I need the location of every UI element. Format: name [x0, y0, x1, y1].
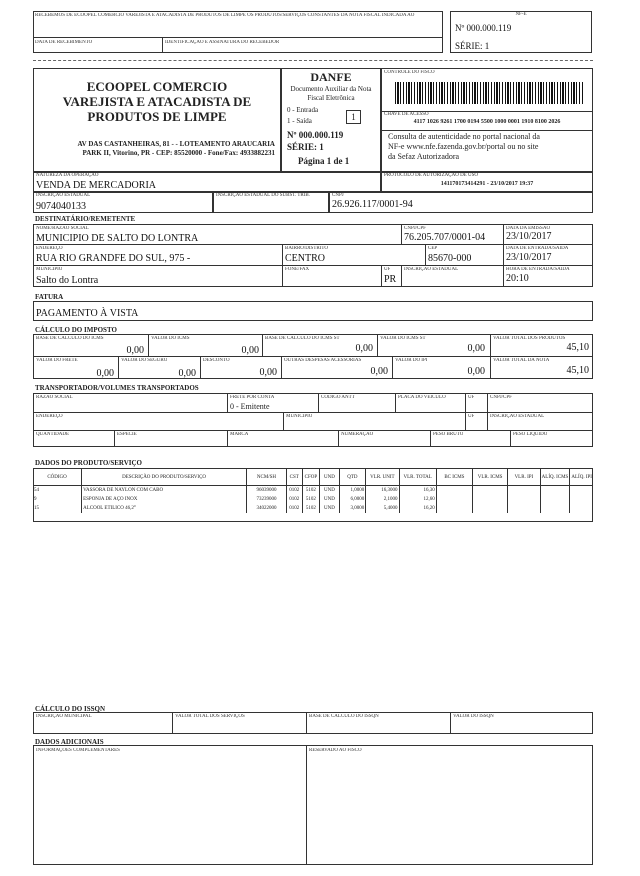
- column-header: BC ICMS: [436, 469, 472, 486]
- recipient-name: MUNICIPIO DE SALTO DO LONTRA: [36, 233, 199, 244]
- table-cell: 1,0000: [339, 486, 366, 496]
- numbering-label: NUMERAÇÃO: [341, 432, 374, 437]
- net-weight-label: PESO LÍQUIDO: [513, 432, 548, 437]
- district-label: BAIRRO/DISTRITO: [285, 246, 328, 251]
- column-header: VLR. ICMS: [473, 469, 508, 486]
- note-total-label: VALOR TOTAL DA NOTA: [493, 358, 550, 363]
- ipi: 0,00: [467, 366, 485, 377]
- column-header: NCM/SH: [247, 469, 287, 486]
- products-header-row: [33, 469, 593, 486]
- danfe-page: Página 1 de 1: [298, 156, 350, 166]
- ie-label: INSCRIÇÃO ESTADUAL: [36, 193, 91, 198]
- table-cell: [540, 504, 570, 513]
- table-cell: 16,20: [399, 504, 436, 513]
- table-cell: 5102: [302, 495, 320, 504]
- carrier-address-label: ENDEREÇO: [36, 414, 63, 419]
- recipient-ie-label: INSCRIÇÃO ESTADUAL: [404, 267, 459, 272]
- barcode-image: [395, 82, 583, 104]
- column-header: VLR. TOTAL: [399, 469, 436, 486]
- transport-box: [33, 393, 593, 447]
- issuer-name: ECOOPEL COMERCIO VAREJISTA E ATACADISTA DE PRODUTOS DE LIMPE: [62, 79, 252, 124]
- danfe-title: DANFE: [310, 70, 352, 84]
- table-cell: [473, 495, 508, 504]
- freight-responsibility: 0 - Emitente: [230, 402, 270, 411]
- emission-date: 23/10/2017: [506, 231, 552, 242]
- time-label: HORA DE ENTRADA/SAÍDA: [506, 267, 570, 272]
- tax-section: CÁLCULO DO IMPOSTO: [35, 326, 117, 334]
- column-header: UND: [320, 469, 339, 486]
- base-icms: 0,00: [126, 345, 144, 356]
- table-cell: UND: [320, 495, 339, 504]
- nature-label: NATUREZA DA OPERAÇÃO: [36, 173, 99, 178]
- icms-st-label: VALOR DO ICMS ST: [380, 336, 426, 341]
- access-key: 4117 1026 9261 1700 0194 5500 1000 0001 1910 8100 2026: [413, 119, 561, 125]
- table-cell: [508, 504, 541, 513]
- base-icms-st-label: BASE DE CÁLCULO DO ICMS ST: [265, 336, 340, 341]
- receipt-text: RECEBEMOS DE ECOOPEL COMERCIO VAREJISTA E ATACADISTA DE PRODUTOS DE LIMPE OS PRODUTOS/SERVIÇOS CONSTANTES DA NOTA FISCAL INDICADA AO: [35, 13, 415, 18]
- other-expenses-label: OUTRAS DESPESAS ACESSÓRIAS: [284, 358, 362, 363]
- danfe-series: SÉRIE: 1: [287, 142, 324, 152]
- column-header: DESCRIÇÃO DO PRODUTO/SERVIÇO: [82, 469, 247, 486]
- column-header: CÓDIGO: [33, 469, 82, 486]
- additional-section: DADOS ADICIONAIS: [35, 738, 104, 746]
- plate-label: PLACA DO VEÍCULO: [398, 395, 446, 400]
- freight-responsibility-label: FRETE POR CONTA: [230, 395, 275, 400]
- carrier-name-label: RAZÃO SOCIAL: [36, 395, 73, 400]
- issqn-services-label: VALOR TOTAL DOS SERVIÇOS: [175, 714, 245, 719]
- issqn-municipal-label: INSCRIÇÃO MUNICIPAL: [36, 714, 92, 719]
- danfe-exit: 1 - Saída: [287, 117, 312, 125]
- receipt-date-label: DATA DE RECEBIMENTO: [35, 40, 93, 45]
- table-cell: UND: [320, 486, 339, 496]
- carrier-uf-label: UF: [468, 414, 475, 419]
- table-cell: [540, 486, 570, 496]
- species-label: ESPÉCIE: [117, 432, 137, 437]
- table-cell: 0102: [286, 486, 302, 496]
- danfe-entry: 0 - Entrada: [287, 106, 319, 114]
- table-cell: 5102: [302, 504, 320, 513]
- barcode-label: CONTROLE DO FISCO: [384, 70, 435, 75]
- receipt-signature-label: IDENTIFICAÇÃO E ASSINATURA DO RECEBEDOR: [165, 40, 280, 45]
- table-cell: 0102: [286, 495, 302, 504]
- table-cell: 96039000: [247, 486, 287, 496]
- transport-section: TRANSPORTADOR/VOLUMES TRANSPORTADOS: [35, 384, 199, 392]
- other-expenses: 0,00: [370, 366, 388, 377]
- transport-uf-label: UF: [468, 395, 475, 400]
- danfe-type: 1: [346, 110, 361, 124]
- column-header: CST: [286, 469, 302, 486]
- danfe-number: Nº 000.000.119: [287, 130, 344, 140]
- danfe-subtitle1: Documento Auxiliar da Nota: [290, 85, 372, 93]
- table-cell: [570, 486, 593, 496]
- table-cell: ALCOOL ETILICO 46,2°: [82, 504, 247, 513]
- table-cell: 16,3000: [366, 486, 399, 496]
- table-cell: [436, 495, 472, 504]
- freight: 0,00: [96, 368, 114, 379]
- table-row: [33, 504, 593, 513]
- time: 20:10: [506, 273, 529, 284]
- column-header: CFOP: [302, 469, 320, 486]
- products-total-label: VALOR TOTAL DOS PRODUTOS: [493, 336, 566, 341]
- table-cell: 9: [34, 497, 37, 502]
- city: Salto do Lontra: [36, 275, 99, 286]
- recipient-cnpj: 76.205.707/0001-04: [404, 232, 486, 243]
- products-total: 45,10: [566, 342, 589, 353]
- issqn-base-label: BASE DE CÁLCULO DO ISSQN: [309, 714, 379, 719]
- freight-label: VALOR DO FRETE: [36, 358, 78, 363]
- nature-value: VENDA DE MERCADORIA: [36, 180, 156, 191]
- discount: 0,00: [259, 367, 277, 378]
- receipt-nfe-label: NF-E: [515, 12, 527, 17]
- recipient-name-label: NOME/RAZÃO SOCIAL: [36, 226, 89, 231]
- table-cell: [508, 486, 541, 496]
- table-cell: 6,0000: [339, 495, 366, 504]
- entry-date: 23/10/2017: [506, 252, 552, 263]
- ipi-label: VALOR DO IPI: [395, 358, 428, 363]
- discount-label: DESCONTO: [203, 358, 230, 363]
- carrier-ie-label: INSCRIÇÃO ESTADUAL: [490, 414, 545, 419]
- access-key-label: CHAVE DE ACESSO: [384, 112, 429, 117]
- column-header: VLR. UNIT: [366, 469, 399, 486]
- products-table: [33, 468, 593, 513]
- recipient-address: RUA RIO GRANDFE DO SUL, 975 -: [36, 253, 191, 264]
- base-icms-label: BASE DE CÁLCULO DO ICMS: [36, 336, 104, 341]
- quantity-label: QUANTIDADE: [36, 432, 70, 437]
- table-cell: 2,1000: [366, 495, 399, 504]
- consult-text: Consulta de autenticidade no portal nacional da NF-e www.nfe.fazenda.gov.br/portal ou no site da Sefaz Autorizadora: [388, 132, 540, 161]
- table-row: [33, 495, 593, 504]
- column-header: QTD: [339, 469, 366, 486]
- icms-label: VALOR DO ICMS: [151, 336, 190, 341]
- danfe-subtitle2: Fiscal Eletrônica: [307, 94, 355, 102]
- table-cell: [508, 495, 541, 504]
- cep: 85670-000: [428, 253, 472, 264]
- table-cell: 5,4000: [366, 504, 399, 513]
- cnpj-label: CNPJ: [332, 193, 344, 198]
- table-cell: [570, 495, 593, 504]
- recipient-address-label: ENDEREÇO: [36, 246, 63, 251]
- city-label: MUNICÍPIO: [36, 267, 63, 272]
- recipient-cnpj-label: CNPJ/CPF: [404, 226, 426, 231]
- table-cell: 16,30: [399, 486, 436, 496]
- table-cell: 5102: [302, 486, 320, 496]
- table-cell: [570, 504, 593, 513]
- issuer-address: AV DAS CASTANHEIRAS, 81 - - LOTEAMENTO ARAUCARIA PARK II, Vitorino, PR - CEP: 85520000 - Fone/Fax: 4933882231: [77, 140, 275, 157]
- table-cell: [473, 504, 508, 513]
- cnpj-value: 26.926.117/0001-94: [332, 199, 413, 210]
- receipt-number: Nº 000.000.119: [455, 23, 512, 33]
- additional-box: [33, 745, 593, 865]
- insurance: 0,00: [178, 368, 196, 379]
- table-cell: ESPONJA DE AÇO INOX: [82, 495, 247, 504]
- invoice-text: PAGAMENTO À VISTA: [36, 308, 139, 319]
- carrier-city-label: MUNICÍPIO: [286, 414, 313, 419]
- invoice-section: FATURA: [35, 293, 64, 301]
- column-header: ALÍQ. ICMS: [540, 469, 570, 486]
- carrier-cnpj-label: CNPJ/CPF: [490, 395, 512, 400]
- cep-label: CEP: [428, 246, 438, 251]
- entry-date-label: DATA DE ENTRADA/SAÍDA: [506, 246, 569, 251]
- table-cell: 15: [34, 506, 39, 511]
- table-cell: 3,0000: [339, 504, 366, 513]
- table-cell: 34022000: [247, 504, 287, 513]
- table-cell: [436, 486, 472, 496]
- issqn-section: CÁLCULO DO ISSQN: [35, 705, 106, 713]
- table-cell: UND: [320, 504, 339, 513]
- ie-st-label: INSCRIÇÃO ESTADUAL DO SUBST. TRIB.: [216, 193, 310, 198]
- column-header: VLR. IPI: [508, 469, 541, 486]
- base-icms-st: 0,00: [355, 343, 373, 354]
- products-section: DADOS DO PRODUTO/SERVIÇO: [35, 459, 142, 467]
- recipient-section: DESTINATÁRIO/REMETENTE: [35, 215, 136, 223]
- table-cell: [540, 495, 570, 504]
- icms: 0,00: [241, 345, 259, 356]
- icms-st: 0,00: [467, 343, 485, 354]
- gross-weight-label: PESO BRUTO: [433, 432, 464, 437]
- table-cell: 54: [34, 488, 39, 493]
- district: CENTRO: [285, 253, 325, 264]
- protocol-label: PROTOCOLO DE AUTORIZAÇÃO DE USO: [384, 173, 478, 178]
- column-header: ALÍQ. IPI: [570, 469, 593, 486]
- emission-date-label: DATA DA EMISSÃO: [506, 226, 551, 231]
- uf: PR: [384, 274, 397, 285]
- table-cell: 0102: [286, 504, 302, 513]
- protocol-value: 141170173414291 - 23/10/2017 19:37: [440, 181, 534, 187]
- table-cell: 12,60: [399, 495, 436, 504]
- cut-line: [33, 60, 593, 61]
- table-row: [33, 486, 593, 496]
- insurance-label: VALOR DO SEGURO: [121, 358, 168, 363]
- ie-value: 9074040133: [36, 201, 86, 212]
- receipt-series: SÉRIE: 1: [455, 41, 490, 51]
- table-cell: [473, 486, 508, 496]
- phone-label: FONE/FAX: [285, 267, 310, 272]
- table-cell: [436, 504, 472, 513]
- complementary-info-label: INFORMAÇÕES COMPLEMENTARES: [36, 748, 120, 753]
- reserved-label: RESERVADO AO FISCO: [309, 748, 362, 753]
- antt-label: CÓDIGO ANTT: [321, 395, 355, 400]
- brand-label: MARCA: [230, 432, 249, 437]
- table-cell: 73239000: [247, 495, 287, 504]
- note-total: 45,10: [566, 365, 589, 376]
- uf-label: UF: [384, 267, 391, 272]
- table-cell: VASSORA DE NAYLON COM CABO: [82, 486, 247, 496]
- issqn-value-label: VALOR DO ISSQN: [453, 714, 494, 719]
